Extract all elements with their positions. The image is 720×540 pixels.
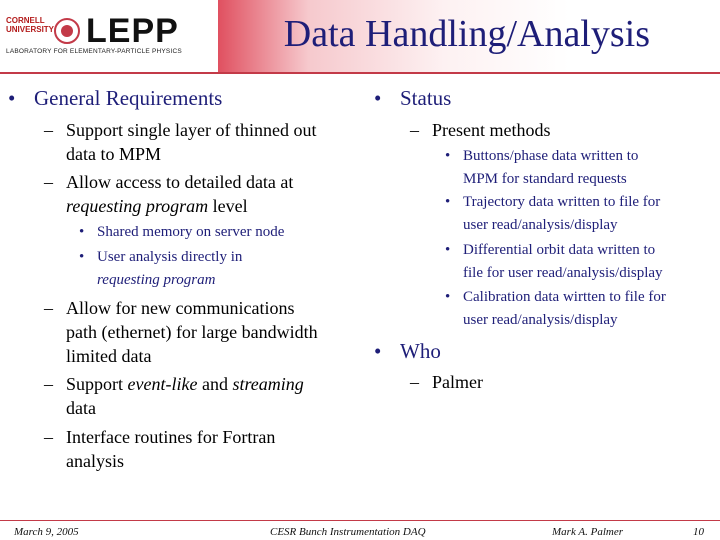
right-sub-1: • Buttons/phase data written to MPM for standard requests bbox=[445, 148, 639, 187]
left-heading: • General Requirements bbox=[8, 86, 223, 110]
right-sub-4: • Calibration data wirtten to file for user read/analysis/display bbox=[445, 289, 666, 328]
footer-author: Mark A. Palmer bbox=[552, 526, 623, 538]
right-sub-3: • Differential orbit data written to file for user read/analysis/display bbox=[445, 242, 663, 281]
footer-rule bbox=[0, 520, 720, 521]
right-heading-status: • Status bbox=[374, 86, 452, 110]
right-sub-2: • Trajectory data written to file for user read/analysis/display bbox=[445, 194, 661, 233]
page-number: 10 bbox=[693, 526, 704, 538]
title-rule bbox=[0, 72, 720, 74]
left-item-1: – Support single layer of thinned out data to MPM bbox=[44, 120, 317, 164]
lepp-subtitle: LABORATORY FOR ELEMENTARY-PARTICLE PHYSICS bbox=[6, 48, 182, 55]
right-heading-who: • Who bbox=[374, 339, 441, 363]
slide-title: Data Handling/Analysis bbox=[283, 13, 650, 55]
left-item-2: – Allow access to detailed data at requesting program level bbox=[44, 172, 294, 216]
left-item-5: – Interface routines for Fortran analysis bbox=[44, 427, 276, 471]
footer-date: March 9, 2005 bbox=[14, 526, 79, 538]
particle-icon bbox=[52, 16, 82, 46]
left-item-3: – Allow for new communications path (ethernet) for large bandwidth limited data bbox=[44, 298, 318, 366]
footer-center: CESR Bunch Instrumentation DAQ bbox=[270, 526, 426, 538]
left-sub-2: • User analysis directly in requesting program bbox=[79, 249, 243, 288]
left-sub-1: • Shared memory on server node bbox=[79, 224, 285, 240]
right-item-palmer: – Palmer bbox=[410, 372, 483, 392]
cornell-wordmark: CORNELL UNIVERSITY bbox=[6, 16, 55, 35]
lepp-wordmark: LEPP bbox=[86, 12, 179, 50]
left-item-4: – Support event-like and streaming data bbox=[44, 374, 304, 418]
lepp-logo bbox=[6, 14, 211, 62]
right-item-present-methods: – Present methods bbox=[410, 120, 551, 140]
